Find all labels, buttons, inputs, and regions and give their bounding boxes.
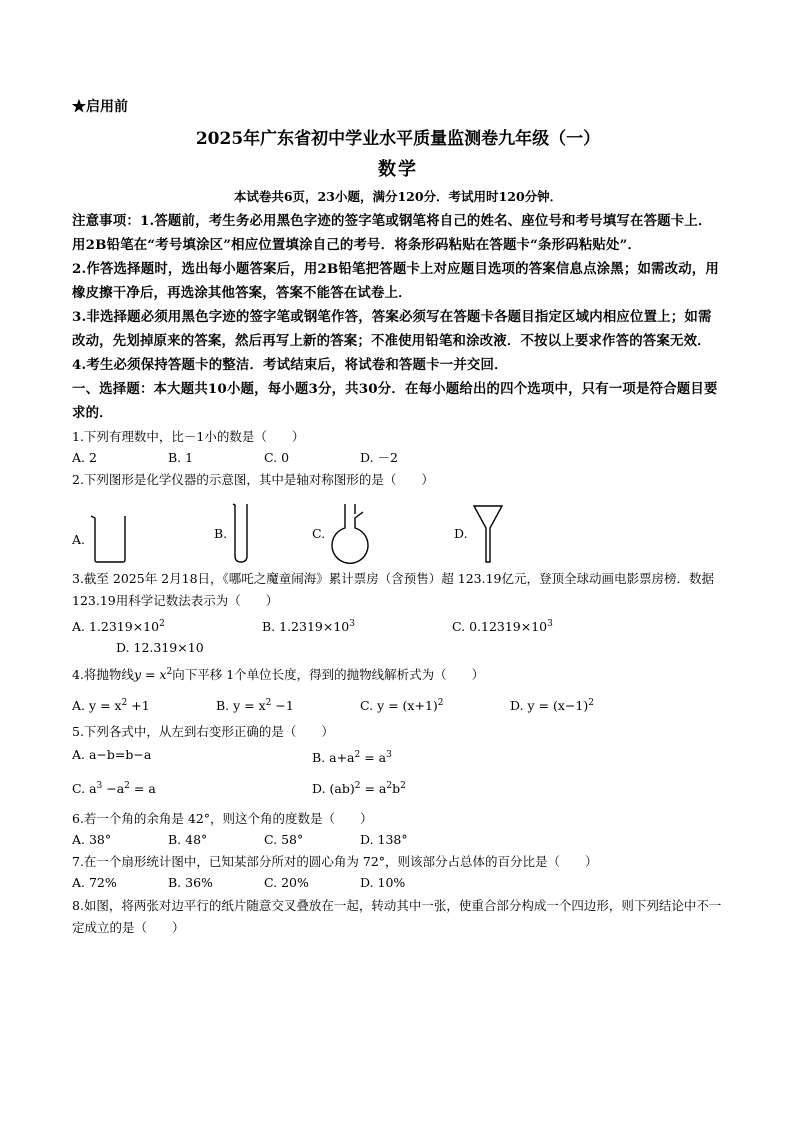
q4-option-c: C. $y = (x+1)^2$ (360, 698, 444, 714)
q2-label-b: B. (214, 525, 228, 541)
q1-option-d: D. －2 (360, 450, 398, 465)
q3-option-c: C. $0.12319\times 10^3$ (452, 619, 553, 635)
question-3-options (72, 614, 724, 637)
q3-option-d: D. 12.319×10 (116, 640, 204, 656)
q5-option-a: A. a−b=b−a (72, 747, 152, 763)
question-4-options (72, 691, 724, 718)
note-2: 2.作答选择题时，选出每小题答案后，用2B铅笔把答题卡上对应题目选项的答案信息点涂黑；如需改动，用橡皮擦干净后，再选涂其他答案，答案不能答在试卷上． (72, 261, 719, 301)
q1-option-a: A. 2 (72, 450, 97, 465)
q5-option-c: C. $a^3 -a^2 = a$ (72, 780, 156, 796)
note-1: 注意事项：1.答题前，考生务必用黑色字迹的签字笔或钢笔将自己的姓名、座位号和考号填写在答题卡上．用2B铅笔在“考号填涂区”相应位置填涂自己的考号．将条形码粘贴在答题卡“条形码粘贴处”． (72, 213, 712, 253)
q2-label-d: D. (454, 525, 468, 541)
q2-option-c (312, 502, 454, 564)
q1-option-c: C. 0 (264, 450, 290, 465)
question-5-options-row1 (72, 742, 724, 771)
q2-label-c: C. (312, 525, 326, 541)
q5-option-b: B. $a+a^2 = a^3$ (312, 750, 392, 766)
q7-option-b: B. 36% (168, 874, 213, 890)
q6-option-c: C. 58° (264, 831, 304, 847)
note-4: 4.考生必须保持答题卡的整洁．考试结束后，将试卷和答题卡一并交回． (72, 357, 508, 373)
question-2-figures (72, 498, 724, 564)
exam-title: 2025年广东省初中学业水平质量监测卷九年级（一） (195, 129, 601, 149)
q6-option-d: D. 138° (360, 831, 408, 847)
q4-option-d: D. $y = (x-1)^2$ (510, 698, 594, 714)
funnel-icon (472, 502, 504, 564)
q3-option-a: A. $1.2319\times 10^2$ (72, 619, 165, 635)
q7-option-d: D. 10% (360, 874, 406, 890)
exam-info: 本试卷共6页，23小题，满分120分．考试用时120分钟． (233, 189, 563, 204)
q7-option-a: A. 72% (72, 874, 117, 890)
round-flask-icon (329, 502, 371, 564)
question-4-stem: 4.将抛物线$y = x^2$向下平移 1个单位长度，得到的抛物线解析式为（ ） (72, 667, 485, 683)
q2-label-a: A. (72, 531, 86, 547)
q5-option-d: D. $(ab)^2 = a^2b^2$ (312, 780, 406, 796)
question-2-stem: 2.下列图形是化学仪器的示意图，其中是轴对称图形的是（ ） (72, 472, 434, 487)
q4-option-b: B. $y = x^2 -1$ (216, 698, 294, 714)
q2-option-b (214, 502, 312, 564)
q7-option-c: C. 20% (264, 874, 309, 890)
note-3: 3.非选择题必须用黑色字迹的签字笔或钢笔作答，答案必须写在答题卡各题目指定区域内相应位置上；如需改动，先划掉原来的答案，然后再写上新的答案；不准使用铅笔和涂改液．不按以上要求作答的答案无效． (72, 309, 712, 349)
confidential-stamp: ★启用前 (72, 99, 128, 115)
beaker-icon (89, 514, 129, 564)
question-1-options (72, 447, 724, 468)
question-5-options-row2 (72, 772, 724, 803)
question-6-stem: 6.若一个角的余角是 42°，则这个角的度数是（ ） (72, 810, 373, 826)
section-1-heading: 一、选择题：本大题共10小题，每小题3分，共30分．在每小题给出的四个选项中，只有一项是符合题目要求的． (72, 381, 718, 421)
q1-option-b: B. 1 (168, 450, 194, 465)
q6-option-a: A. 38° (72, 831, 112, 847)
question-5-stem: 5.下列各式中，从左到右变形正确的是（ ） (72, 724, 334, 740)
exam-page (72, 96, 724, 939)
question-3-options-row2 (72, 637, 724, 658)
q4-option-a: A. $y = x^2 +1$ (72, 698, 150, 714)
q2-option-d (454, 502, 554, 564)
question-6-options (72, 829, 724, 850)
q2-option-a (72, 514, 214, 564)
question-7-options (72, 872, 724, 893)
question-8-stem: 8.如图，将两张对边平行的纸片随意交叉叠放在一起，转动其中一张，使重合部分构成一个四边形，则下列结论中不一定成立的是（ ） (72, 897, 722, 935)
subject-title: 数学 (378, 159, 418, 180)
q3-option-b: B. $1.2319\times 10^3$ (262, 619, 355, 635)
question-7-stem: 7.在一个扇形统计图中，已知某部分所对的圆心角为 72°，则该部分占总体的百分比是（ ） (72, 853, 598, 869)
q6-option-b: B. 48° (168, 831, 208, 847)
question-3-stem: 3.截至 2025年 2月18日，《哪吒之魔童闹海》累计票房（含预售）超 123.19亿元，登顶全球动画电影票房榜．数据 123.19用科学记数法表示为（ ） (72, 571, 715, 608)
question-1-stem: 1.下列有理数中，比－1小的数是（ ） (72, 429, 305, 444)
test-tube-icon (231, 502, 251, 564)
